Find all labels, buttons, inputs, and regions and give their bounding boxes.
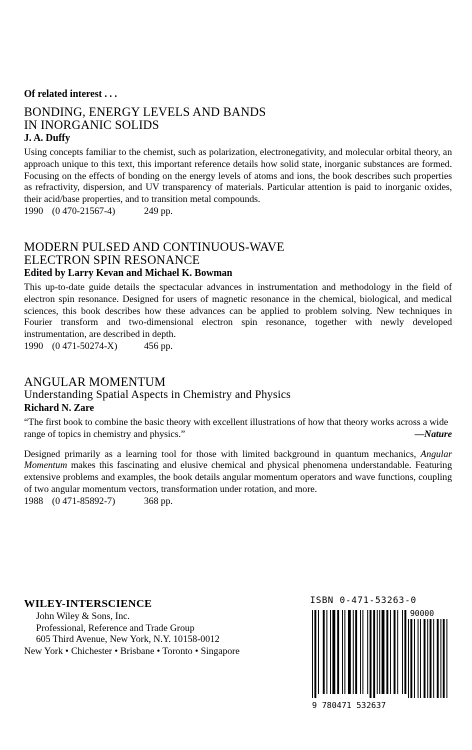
book-isbn: (0 471-50274-X) <box>52 340 118 352</box>
book-pages: 249 pp. <box>144 205 173 217</box>
addon-bar <box>430 619 432 698</box>
isbn-barcode <box>310 596 452 711</box>
book-entry-bonding <box>24 106 452 218</box>
book-review-quote <box>24 417 452 441</box>
addon-bar <box>424 619 426 698</box>
book-pages: 368 pp. <box>144 495 173 507</box>
addon-bar <box>410 619 412 698</box>
barcode-graphic <box>310 608 452 711</box>
barcode-bar <box>402 610 403 694</box>
barcode-bar <box>370 610 372 698</box>
book-subtitle: Understanding Spatial Aspects in Chemistry and Physics <box>24 389 291 401</box>
ean-digits: 9 780471 532637 <box>312 700 386 710</box>
quote-text: “The first book to combine the basic theory with excellent illustrations of how that theory works across a wide range of topics in chemistry and physics.” <box>24 417 449 440</box>
publisher-address: 605 Third Avenue, New York, N.Y. 10158-0012 <box>36 634 220 645</box>
barcode-bar <box>360 610 361 694</box>
barcode-bar <box>330 610 331 694</box>
book-title <box>24 376 452 402</box>
description-title-emphasis: Angular Momentum <box>24 448 452 472</box>
barcode-bar <box>353 610 354 694</box>
addon-bar <box>414 619 415 698</box>
quote-source: —Nature <box>414 428 452 440</box>
book-author: Richard N. Zare <box>24 403 95 414</box>
book-entry-esr <box>24 241 452 353</box>
book-meta <box>24 496 452 508</box>
addon-bar <box>418 619 419 698</box>
barcode-bar <box>382 610 385 694</box>
barcode-bar <box>337 610 339 694</box>
addon-bars <box>408 619 447 698</box>
addon-bar <box>433 619 434 698</box>
publisher-block <box>24 598 240 657</box>
book-description <box>24 449 452 496</box>
barcode-bar <box>379 610 380 694</box>
description-text: makes this fascinating and elusive chemical and physical phenomena understandable. Featuring extensive problems and examples, the book details angular momentum operators and wave functions, coupling of two angular momentum vectors, transformation under rotation, and more. <box>24 460 452 495</box>
book-isbn: (0 471-85892-7) <box>52 495 116 507</box>
book-year: 1988 <box>24 495 44 507</box>
barcode-bar <box>390 610 391 694</box>
barcode-bar <box>355 610 357 694</box>
book-description: Using concepts familiar to the chemist, such as polarization, electronegativity, and molecular orbital theory, an approach unique to this text, this important reference details how solid state, inorganic substances are formed. Focusing on the effects of bonding on the energy levels of atoms and ions, the book describes such properties as refractivity, dispersion, and UV transparency of materials. Particular attention is paid to inorganic oxides, their acid/base properties, and to transition metal compounds. <box>24 147 452 206</box>
barcode-bar <box>332 610 335 694</box>
publisher-cities: New York • Chichester • Brisbane • Toronto • Singapore <box>24 645 240 657</box>
addon-bar <box>437 619 439 698</box>
publisher-group: Professional, Reference and Trade Group <box>36 622 195 634</box>
book-title <box>24 106 452 132</box>
book-description: This up-to-date guide details the spectacular advances in instrumentation and methodology in the field of electron spin resonance. Designed for users of magnetic resonance in the chemical, biological, and medical sciences, this book describes how these advances can be applied to problem solving. New techniques in Fourier transform and two-dimensional electron spin resonance, together with newly developed instrumentation, are described in depth. <box>24 282 452 341</box>
addon-bar <box>440 619 441 698</box>
barcode-bar <box>404 610 406 694</box>
book-entry-angular-momentum <box>24 376 452 508</box>
barcode-bar <box>367 610 368 694</box>
barcode-bar <box>326 610 327 694</box>
book-isbn: (0 470-21567-4) <box>52 205 116 217</box>
ean-bars <box>312 610 406 698</box>
addon-digits: 90000 <box>409 609 435 618</box>
barcode-bar <box>323 610 325 694</box>
barcode-bar <box>377 610 378 694</box>
addon-bar <box>420 619 421 698</box>
barcode-bar <box>373 610 375 698</box>
description-text: Designed primarily as a learning tool for those with limited background in quantum mechanics, <box>24 448 421 460</box>
book-title-line: MODERN PULSED AND CONTINUOUS-WAVE <box>24 240 285 254</box>
barcode-bar <box>348 610 351 694</box>
barcode-bar <box>397 610 398 694</box>
addon-bar <box>446 619 447 698</box>
barcode-bar <box>318 610 319 694</box>
barcode-bar <box>312 610 313 698</box>
barcode-bar <box>344 610 345 694</box>
book-title-line: ELECTRON SPIN RESONANCE <box>24 253 200 267</box>
book-title <box>24 241 452 267</box>
book-meta <box>24 341 452 353</box>
addon-bar <box>443 619 445 698</box>
book-title-line: IN INORGANIC SOLIDS <box>24 118 160 132</box>
book-year: 1990 <box>24 205 44 217</box>
barcode-bar <box>314 610 316 698</box>
addon-bar <box>408 619 409 698</box>
book-meta <box>24 206 452 218</box>
book-author: Edited by Larry Kevan and Michael K. Bowman <box>24 268 233 279</box>
book-author: J. A. Duffy <box>24 133 71 144</box>
book-title-line: BONDING, ENERGY LEVELS AND BANDS <box>24 105 266 119</box>
book-title-line: ANGULAR MOMENTUM <box>24 375 166 389</box>
barcode-bar <box>386 610 388 694</box>
book-year: 1990 <box>24 340 44 352</box>
addon-bar <box>427 619 428 698</box>
barcode-bar <box>394 610 396 694</box>
publisher-company: John Wiley & Sons, Inc. <box>36 611 130 622</box>
book-pages: 456 pp. <box>144 340 173 352</box>
barcode-bar <box>342 610 343 694</box>
isbn-label: ISBN 0-471-53263-0 <box>310 596 417 606</box>
related-heading: Of related interest . . . <box>24 89 117 100</box>
publisher-name: WILEY-INTERSCIENCE <box>24 598 152 610</box>
barcode-bar <box>362 610 363 694</box>
